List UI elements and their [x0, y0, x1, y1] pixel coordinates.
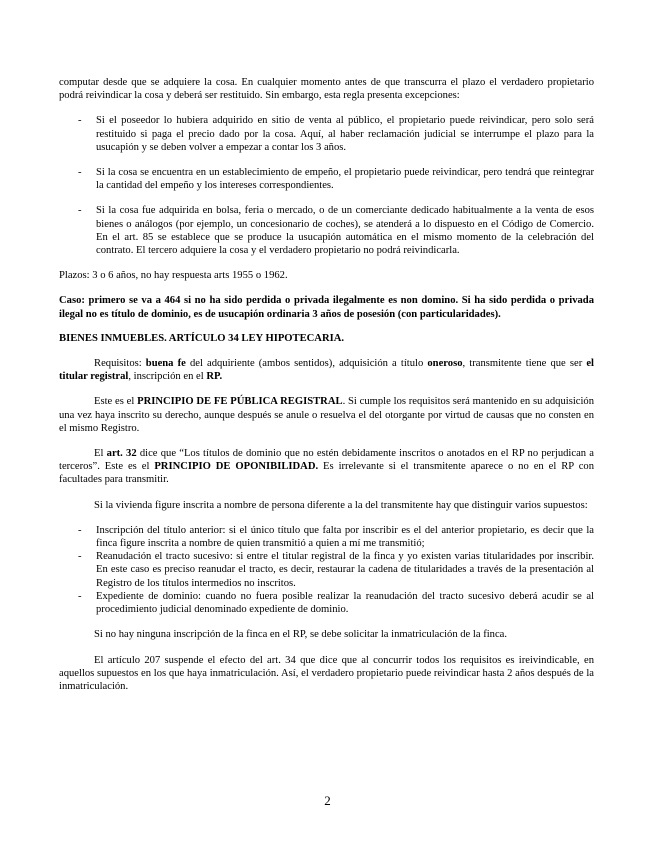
- caso-paragraph: Caso: primero se va a 464 si no ha sido perdida o privada ilegalmente es non domino. Si ha sido perdida o privada ilegal no es título de dominio, es de usucapión ordinaria 3 años de posesión (con particularidades).: [59, 295, 594, 320]
- art32-paragraph: El art. 32 dice que “Los títulos de dominio que no estén debidamente inscritos o anotados en el RP no perjudican a terceros”. Este es el PRINCIPIO DE OPONIBILIDAD. Es irrelevante si el transmitente aparece o no en el RP con facultades para transmitir.: [59, 448, 595, 486]
- requisitos-paragraph: Requisitos: buena fe del adquiriente (ambos sentidos), adquisición a título oneroso, transmitente tiene que ser el titular registral, inscripción en el RP.: [59, 358, 594, 383]
- bullet-dash: -: [78, 167, 82, 179]
- intro-paragraph: computar desde que se adquiere la cosa. En cualquier momento antes de que transcurra el plazo el verdadero propietario podrá reivindicar la cosa y deberá ser restituido. Sin embargo, esta regla presenta excepciones:: [59, 77, 594, 102]
- section-heading: BIENES INMUEBLES. ARTÍCULO 34 LEY HIPOTECARIA.: [59, 332, 345, 344]
- bullet-dash: -: [78, 115, 82, 127]
- vivienda-paragraph: Si la vivienda figure inscrita a nombre de persona diferente a la del transmitente hay que distinguir varios supuestos:: [94, 499, 588, 511]
- list-item: - Expediente de dominio: cuando no fuera posible realizar la reanudación del tracto sucesivo deberá acudir se al procedimiento judicial denominado expediente de dominio.: [78, 590, 594, 616]
- supuestos-list: [59, 524, 594, 616]
- bullet-dash: -: [78, 590, 82, 602]
- art207-paragraph: El artículo 207 suspende el efecto del art. 34 que dice que al concurrir todos los requisitos es ireivindicable, en aquellos supuestos en los que haya inmatriculación. Así, el verdadero propietario puede reivindicar hasta 2 años después de la inmatriculación.: [59, 654, 594, 692]
- bullet-dash: -: [78, 205, 82, 217]
- list-item: - Si el poseedor lo hubiera adquirido en sitio de venta al público, el propietario puede reivindicar, pero solo será restituido si paga el precio dado por la cosa. Aquí, al haber reclamación judicial se interrumpe el plazo para la usucapión y se deben volver a empezar a contar los 3 años.: [78, 115, 594, 153]
- list-item: - Si la cosa se encuentra en un establecimiento de empeño, el propietario puede reivindicar, pero tendrá que reintegrar la cantidad del empeño y los intereses correspondientes.: [78, 167, 594, 192]
- list-item: - Inscripción del título anterior: si el único título que falta por inscribir es el del anterior propietario, es decir que la finca figure inscrita a nombre de quien transmitió a quien a mí me transmitió;: [78, 524, 594, 550]
- bullet-dash: -: [78, 524, 82, 536]
- fe-publica-paragraph: Este es el PRINCIPIO DE FE PÚBLICA REGISTRAL. Si cumple los requisitos será mantenido en su adquisición una vez haya inscrito su derecho, aunque después se anule o resuelva el del otorgante por virtud de causas que no consten en el mismo Registro.: [59, 396, 594, 434]
- inmatriculacion-paragraph: Si no hay ninguna inscripción de la finca en el RP, se debe solicitar la inmatriculación de la finca.: [94, 629, 508, 641]
- page-number: 2: [324, 793, 331, 808]
- list-item: - Reanudación el tracto sucesivo: si entre el titular registral de la finca y yo existen varias titularidades por inscribir. En este caso es preciso reanudar el tracto, es decir, restaurar la cadena de titularidades a través de la presentación al Registro de los títulos intermedios no inscritos.: [78, 551, 594, 589]
- exceptions-list: [59, 114, 594, 257]
- bullet-dash: -: [78, 551, 82, 563]
- plazos-paragraph: Plazos: 3 o 6 años, no hay respuesta arts 1955 o 1962.: [59, 270, 288, 282]
- list-item: - Si la cosa fue adquirida en bolsa, feria o mercado, o de un comerciante dedicado habitualmente a la venta de esos bienes o análogos (por ejemplo, un concesionario de coches), se atenderá a lo dispuesto en el Código de Comercio. En el art. 85 se establece que se produce la usucapión automática en el mismo momento de la celebración del contrato. El tercero adquiere la cosa y el verdadero propietario no podrá reivindicarla.: [78, 205, 594, 257]
